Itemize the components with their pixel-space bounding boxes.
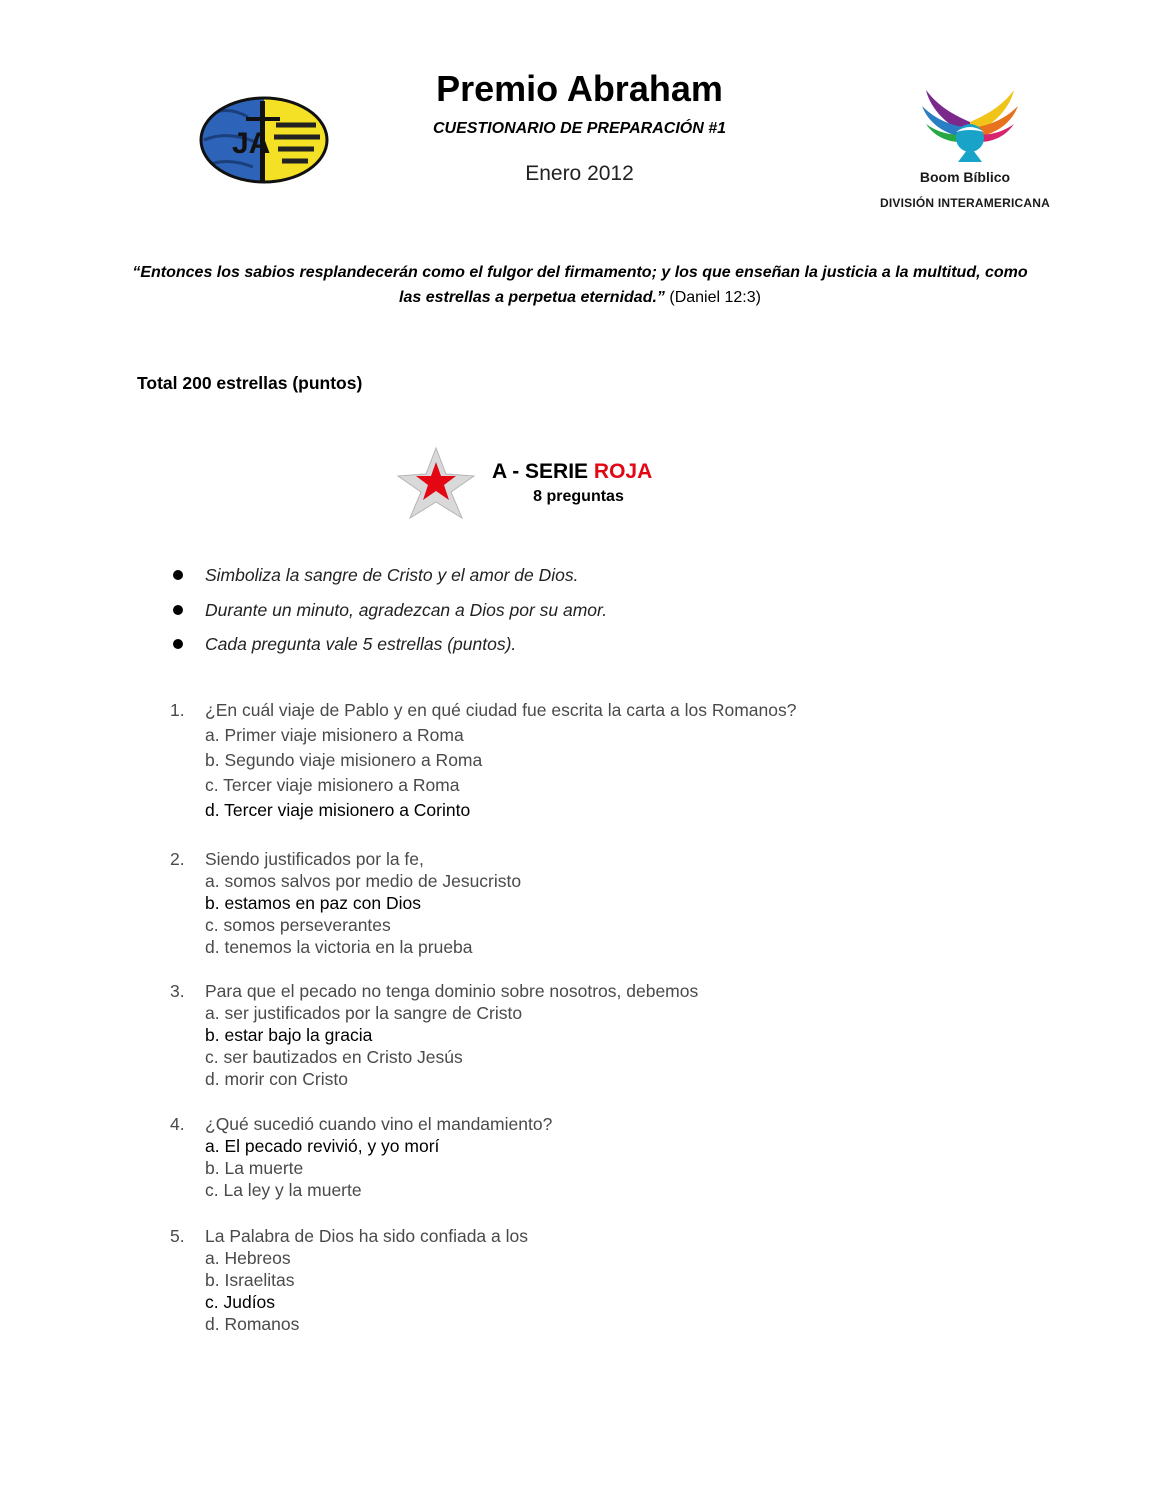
bible-quote (120, 260, 1040, 310)
page-title: Premio Abraham (436, 68, 723, 109)
red-star-icon (396, 446, 476, 520)
bullet-icon (173, 639, 183, 649)
answer-option: c. ser bautizados en Cristo Jesús (205, 1047, 463, 1067)
answer-option: a. Primer viaje misionero a Roma (205, 725, 464, 745)
question-number: 3. (170, 981, 185, 1001)
answer-option-correct: b. estar bajo la gracia (205, 1025, 373, 1045)
answer-option-correct: a. El pecado revivió, y yo morí (205, 1136, 440, 1156)
answer-option: d. Romanos (205, 1314, 300, 1334)
answer-option-correct: c. Judíos (205, 1292, 276, 1312)
brand-subtitle: DIVISIÓN INTERAMERICANA (880, 196, 1050, 210)
answer-option: b. Segundo viaje misionero a Roma (205, 750, 483, 770)
instruction-item: Simboliza la sangre de Cristo y el amor de Dios. (170, 562, 607, 597)
answer-option: c. somos perseverantes (205, 915, 391, 935)
answer-option: a. somos salvos por medio de Jesucristo (205, 871, 522, 891)
series-title-color-word: ROJA (593, 460, 653, 483)
answer-option-correct: d. Tercer viaje misionero a Corinto (205, 800, 471, 820)
page-subtitle: CUESTIONARIO DE PREPARACIÓN #1 (432, 120, 727, 137)
question-text: ¿Qué sucedió cuando vino el mandamiento? (205, 1114, 553, 1134)
instruction-item: Durante un minuto, agradezcan a Dios por su amor. (170, 597, 607, 632)
question-text: La Palabra de Dios ha sido confiada a los (205, 1226, 528, 1246)
answer-option: d. tenemos la victoria en la prueba (205, 937, 473, 957)
instruction-list (170, 562, 607, 666)
answer-option: c. La ley y la muerte (205, 1180, 362, 1200)
ja-logo-text: JA (232, 127, 271, 160)
question-number: 1. (170, 700, 185, 720)
answer-option: b. La muerte (205, 1158, 304, 1178)
answer-option: a. ser justificados por la sangre de Cristo (205, 1003, 523, 1023)
page-date: Enero 2012 (525, 162, 634, 185)
question-text: Para que el pecado no tenga dominio sobre nosotros, debemos (205, 981, 699, 1001)
answer-option-correct: b. estamos en paz con Dios (205, 893, 421, 913)
question-text: ¿En cuál viaje de Pablo y en qué ciudad fue escrita la carta a los Romanos? (205, 700, 797, 720)
quote-text: “Entonces los sabios resplandecerán como el fulgor del firmamento; y los que enseñan la justicia a la multitud, como las estrellas a perpetua eternidad.” (132, 264, 1028, 306)
question-number: 4. (170, 1114, 185, 1134)
answer-option: c. Tercer viaje misionero a Roma (205, 775, 460, 795)
total-points: Total 200 estrellas (puntos) (137, 373, 363, 393)
series-title (492, 460, 652, 484)
answer-option: b. Israelitas (205, 1270, 295, 1290)
question-number: 2. (170, 849, 185, 869)
answer-option: a. Hebreos (205, 1248, 291, 1268)
quote-reference: (Daniel 12:3) (669, 289, 761, 306)
answer-option: d. morir con Cristo (205, 1069, 348, 1089)
brand-name: Boom Bíblico (919, 169, 1011, 185)
question-number: 5. (170, 1226, 185, 1246)
series-title-prefix: A - SERIE (492, 460, 594, 483)
question-text: Siendo justificados por la fe, (205, 849, 424, 869)
instruction-item: Cada pregunta vale 5 estrellas (puntos). (170, 631, 607, 666)
bullet-icon (173, 605, 183, 615)
series-subtitle: 8 preguntas (533, 488, 624, 505)
bullet-icon (173, 570, 183, 580)
